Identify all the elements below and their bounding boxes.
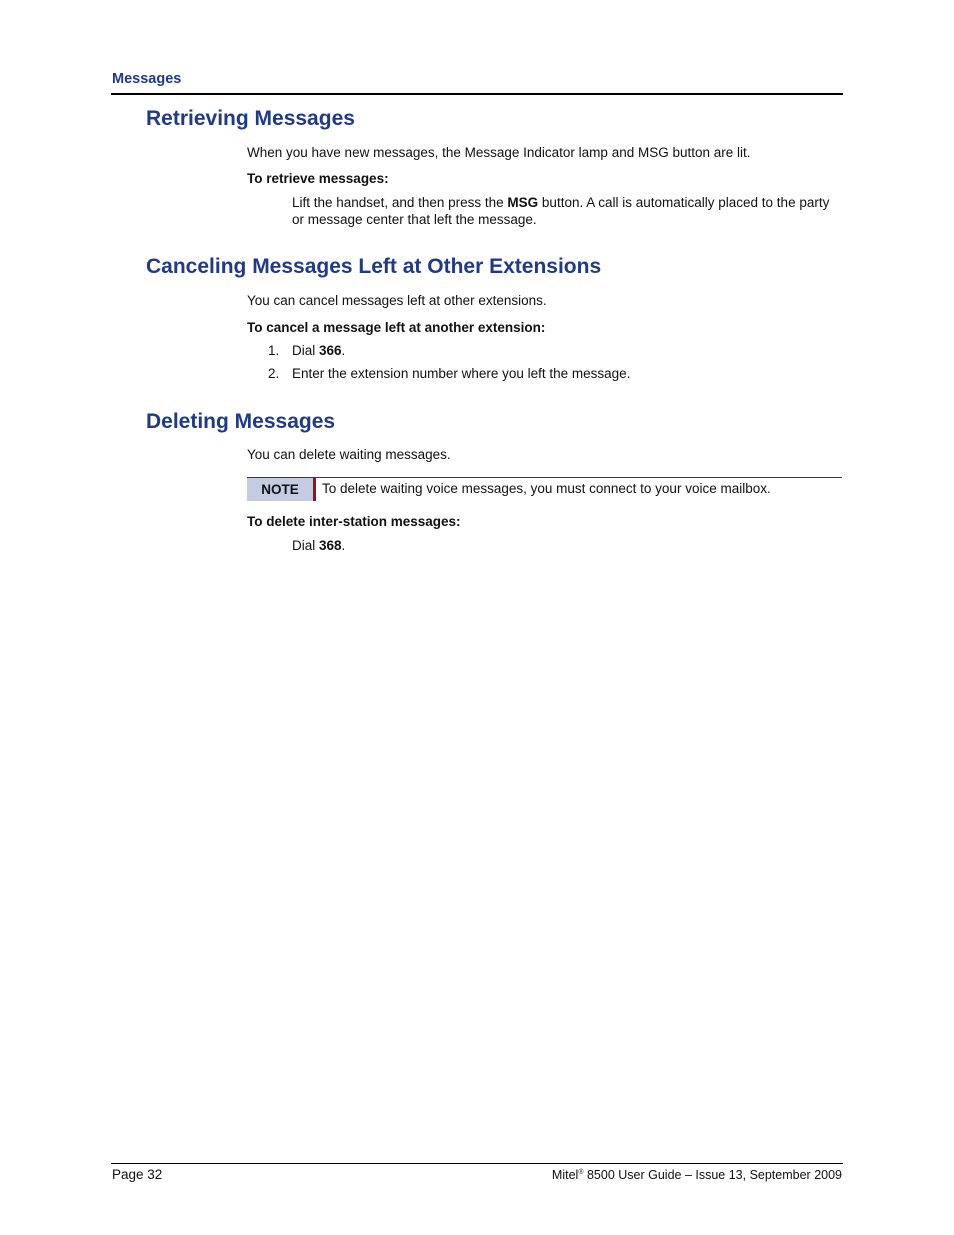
- step-number: 2.: [268, 366, 280, 381]
- note-text: To delete waiting voice messages, you must connect to your voice mailbox.: [322, 481, 771, 496]
- retrieving-procedure-title: To retrieve messages:: [247, 171, 389, 186]
- page-number: Page 32: [112, 1167, 163, 1182]
- note-divider: [313, 478, 316, 501]
- canceling-step-2: Enter the extension number where you left the message.: [292, 366, 631, 381]
- step-text: .: [341, 343, 346, 358]
- step-text: button. A call is automatically placed to the party or message center that left the message.: [292, 195, 830, 227]
- dial-code: 368: [319, 538, 342, 553]
- msg-key: MSG: [507, 195, 539, 210]
- running-header: Messages: [112, 71, 182, 87]
- note-top-rule: [247, 477, 842, 478]
- step-text: .: [341, 538, 346, 553]
- retrieving-intro: When you have new messages, the Message Indicator lamp and MSG button are lit.: [247, 145, 751, 160]
- step-text: Lift the handset, and then press the: [292, 195, 508, 210]
- deleting-step: [292, 537, 832, 554]
- deleting-procedure-title: To delete inter-station messages:: [247, 514, 461, 529]
- dial-code: 366: [319, 343, 342, 358]
- deleting-intro: You can delete waiting messages.: [247, 447, 451, 462]
- header-rule: [111, 93, 843, 95]
- step-text: Dial: [292, 538, 320, 553]
- footer-rule: [111, 1163, 843, 1164]
- step-number: 1.: [268, 343, 280, 358]
- brand-name: Mitel: [551, 1168, 579, 1182]
- registered-mark: ®: [578, 1169, 584, 1176]
- guide-title: 8500 User Guide – Issue 13, September 2009: [583, 1168, 842, 1182]
- note-label: NOTE: [247, 478, 313, 501]
- canceling-intro: You can cancel messages left at other extensions.: [247, 293, 547, 308]
- heading-deleting-messages: Deleting Messages: [146, 410, 336, 433]
- canceling-procedure-title: To cancel a message left at another extension:: [247, 320, 546, 335]
- footer-title: [552, 1168, 842, 1182]
- retrieving-step: [292, 194, 832, 228]
- step-text: Dial: [292, 343, 320, 358]
- heading-canceling-messages: Canceling Messages Left at Other Extensions: [146, 255, 602, 278]
- canceling-step-1: [292, 342, 832, 359]
- heading-retrieving-messages: Retrieving Messages: [146, 107, 355, 130]
